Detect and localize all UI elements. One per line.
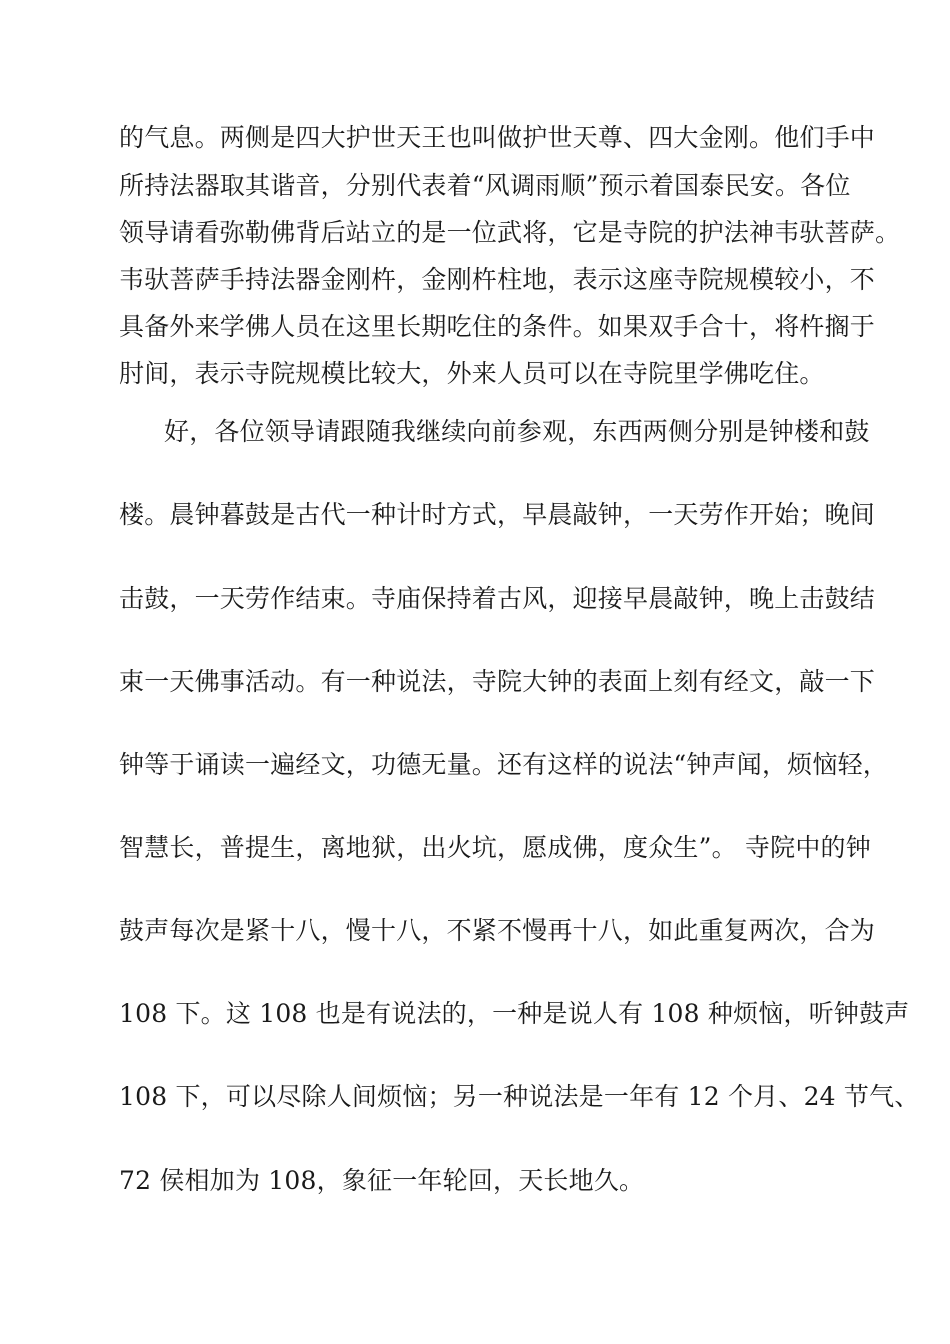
- paragraph-2-line-4: 束一天佛事活动。有一种说法，寺院大钟的表面上刻有经文，敲一下: [119, 667, 876, 696]
- paragraph-2-line-5: 钟等于诵读一遍经文，功德无量。还有这样的说法“钟声闻，烦恼轻，: [119, 750, 888, 779]
- paragraph-2-line-7: 鼓声每次是紧十八，慢十八，不紧不慢再十八，如此重复两次，合为: [119, 916, 876, 945]
- paragraph-1-line-6: 肘间，表示寺院规模比较大，外来人员可以在寺院里学佛吃住。: [119, 359, 825, 388]
- paragraph-2-line-2: 楼。晨钟暮鼓是古代一种计时方式，早晨敲钟，一天劳作开始；晚间: [119, 500, 876, 529]
- paragraph-2-line-6: 智慧长，普提生，离地狱，出火坑，愿成佛，度众生”。 寺院中的钟: [119, 833, 871, 862]
- paragraph-2-line-8: 108 下。这 108 也是有说法的，一种是说人有 108 种烦恼，听钟鼓声: [119, 999, 910, 1028]
- paragraph-1-line-3: 领导请看弥勒佛背后站立的是一位武将，它是寺院的护法神韦驮菩萨。: [119, 218, 901, 247]
- paragraph-1-line-4: 韦驮菩萨手持法器金刚杵，金刚杵柱地，表示这座寺院规模较小，不: [119, 265, 876, 294]
- paragraph-1-line-5: 具备外来学佛人员在这里长期吃住的条件。如果双手合十，将杵搁于: [119, 312, 876, 341]
- paragraph-2-line-10: 72 侯相加为 108，象征一年轮回，天长地久。: [119, 1166, 645, 1195]
- paragraph-2-line-3: 击鼓，一天劳作结束。寺庙保持着古风，迎接早晨敲钟，晚上击鼓结: [119, 584, 876, 613]
- paragraph-1-line-2: 所持法器取其谐音，分别代表着“风调雨顺”预示着国泰民安。各位: [119, 171, 851, 200]
- paragraph-1-line-1: 的气息。两侧是四大护世天王也叫做护世天尊、四大金刚。他们手中: [119, 123, 876, 152]
- paragraph-2-line-1: 好，各位领导请跟随我继续向前参观，东西两侧分别是钟楼和鼓: [164, 417, 870, 446]
- paragraph-2-line-9: 108 下，可以尽除人间烦恼；另一种说法是一年有 12 个月、24 节气、: [119, 1082, 920, 1111]
